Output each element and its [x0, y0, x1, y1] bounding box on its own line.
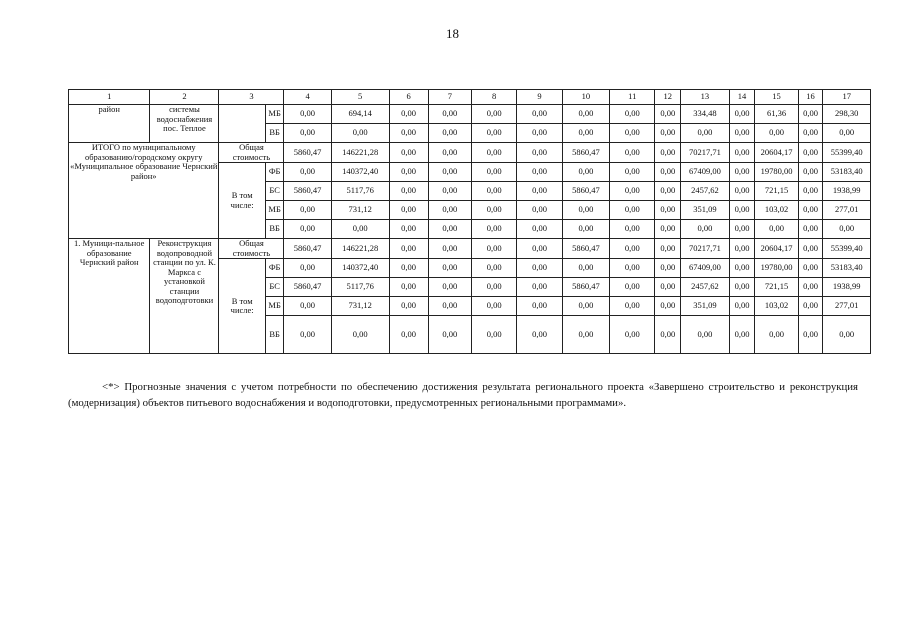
value-cell: 0,00 [610, 163, 655, 182]
value-cell: 5117,76 [331, 278, 389, 297]
value-cell: 0,00 [655, 316, 681, 354]
value-cell: 0,00 [729, 163, 755, 182]
sub-label-cell: В том числе: [219, 259, 265, 354]
header-cell: 16 [798, 90, 823, 105]
header-cell: 10 [562, 90, 609, 105]
value-cell: 0,00 [471, 297, 516, 316]
value-cell: 0,00 [517, 278, 562, 297]
value-cell: 0,00 [823, 124, 871, 143]
value-cell: 0,00 [562, 316, 609, 354]
value-cell: 0,00 [517, 105, 562, 124]
value-cell: 0,00 [729, 201, 755, 220]
value-cell: 0,00 [755, 316, 798, 354]
value-cell: 0,00 [428, 124, 471, 143]
value-cell: 0,00 [284, 163, 331, 182]
value-cell: 55399,40 [823, 239, 871, 259]
budget-type-cell: ВБ [265, 124, 284, 143]
value-cell: 0,00 [610, 220, 655, 239]
value-cell: 277,01 [823, 297, 871, 316]
value-cell: 146221,28 [331, 143, 389, 163]
value-cell: 0,00 [655, 143, 681, 163]
value-cell: 0,00 [389, 278, 428, 297]
value-cell: 0,00 [471, 239, 516, 259]
value-cell: 0,00 [655, 259, 681, 278]
value-cell: 0,00 [517, 124, 562, 143]
value-cell: 0,00 [517, 163, 562, 182]
value-cell: 0,00 [517, 143, 562, 163]
value-cell: 0,00 [798, 239, 823, 259]
value-cell: 146221,28 [331, 239, 389, 259]
value-cell: 0,00 [471, 259, 516, 278]
value-cell: 0,00 [471, 182, 516, 201]
value-cell: 0,00 [331, 124, 389, 143]
value-cell: 19780,00 [755, 163, 798, 182]
value-cell: 0,00 [755, 124, 798, 143]
value-cell: 0,00 [389, 239, 428, 259]
value-cell: 0,00 [562, 297, 609, 316]
value-cell: 334,48 [681, 105, 729, 124]
value-cell: 298,30 [823, 105, 871, 124]
financing-table [68, 89, 871, 354]
value-cell: 0,00 [517, 220, 562, 239]
value-cell: 0,00 [655, 201, 681, 220]
value-cell: 5860,47 [284, 278, 331, 297]
value-cell: 731,12 [331, 201, 389, 220]
value-cell: 0,00 [681, 220, 729, 239]
value-cell: 0,00 [655, 163, 681, 182]
value-cell: 0,00 [562, 124, 609, 143]
value-cell: 0,00 [798, 163, 823, 182]
value-cell: 0,00 [428, 201, 471, 220]
value-cell: 5860,47 [562, 278, 609, 297]
value-cell: 0,00 [428, 259, 471, 278]
value-cell: 19780,00 [755, 259, 798, 278]
value-cell: 0,00 [284, 220, 331, 239]
value-cell: 0,00 [729, 239, 755, 259]
value-cell: 140372,40 [331, 163, 389, 182]
value-cell: 1938,99 [823, 182, 871, 201]
value-cell: 0,00 [428, 297, 471, 316]
value-cell: 351,09 [681, 297, 729, 316]
value-cell: 0,00 [610, 278, 655, 297]
value-cell: 0,00 [798, 124, 823, 143]
value-cell: 0,00 [471, 316, 516, 354]
footnote: <*> Прогнозные значения с учетом потребности по обеспечению достижения результата регионального проекта «Завершено строительство и реконструкция (модернизация) объектов питьевого водоснабжения и водоподготовки, предусмотренных региональными программами». [68, 381, 858, 409]
value-cell: 0,00 [389, 259, 428, 278]
value-cell: 0,00 [655, 124, 681, 143]
value-cell: 103,02 [755, 297, 798, 316]
object-cell: системы водоснабжения пос. Теплое [150, 105, 219, 143]
value-cell: 0,00 [389, 297, 428, 316]
total-title-cell: ИТОГО по муниципальному образованию/городскому округу «Муниципальное образование Чернский район» [69, 143, 219, 239]
value-cell: 0,00 [517, 239, 562, 259]
value-cell: 0,00 [798, 220, 823, 239]
total-label-cell: Общая стоимость [219, 143, 284, 163]
value-cell: 2457,62 [681, 278, 729, 297]
value-cell: 0,00 [389, 182, 428, 201]
object-cell: Реконструкция водопроводной станции по ул. К. Маркса с установкой станции водоподготовки [150, 239, 219, 354]
value-cell: 61,36 [755, 105, 798, 124]
value-cell: 0,00 [471, 124, 516, 143]
header-cell: 1 [69, 90, 150, 105]
value-cell: 0,00 [284, 201, 331, 220]
value-cell: 0,00 [471, 143, 516, 163]
budget-type-cell: ВБ [265, 220, 284, 239]
value-cell: 0,00 [729, 143, 755, 163]
value-cell: 0,00 [798, 182, 823, 201]
budget-type-cell: БС [265, 278, 284, 297]
total-label-cell: Общая стоимость [219, 239, 284, 259]
value-cell: 20604,17 [755, 143, 798, 163]
value-cell: 0,00 [562, 163, 609, 182]
value-cell: 53183,40 [823, 163, 871, 182]
value-cell: 55399,40 [823, 143, 871, 163]
value-cell: 0,00 [729, 316, 755, 354]
value-cell: 67409,00 [681, 163, 729, 182]
value-cell: 70217,71 [681, 239, 729, 259]
header-cell: 15 [755, 90, 798, 105]
value-cell: 0,00 [284, 124, 331, 143]
value-cell: 0,00 [681, 124, 729, 143]
value-cell: 0,00 [517, 316, 562, 354]
value-cell: 721,15 [755, 278, 798, 297]
value-cell: 721,15 [755, 182, 798, 201]
value-cell: 0,00 [610, 182, 655, 201]
value-cell: 0,00 [610, 124, 655, 143]
header-cell: 7 [428, 90, 471, 105]
value-cell: 0,00 [562, 259, 609, 278]
header-cell: 4 [284, 90, 331, 105]
value-cell: 0,00 [471, 220, 516, 239]
value-cell: 0,00 [655, 239, 681, 259]
value-cell: 0,00 [428, 143, 471, 163]
sub-label-cell: В том числе: [219, 163, 265, 239]
value-cell: 103,02 [755, 201, 798, 220]
empty-cell [219, 105, 265, 143]
value-cell: 0,00 [331, 220, 389, 239]
value-cell: 0,00 [331, 316, 389, 354]
value-cell: 0,00 [562, 105, 609, 124]
value-cell: 0,00 [729, 105, 755, 124]
value-cell: 0,00 [428, 105, 471, 124]
budget-type-cell: ВБ [265, 316, 284, 354]
value-cell: 0,00 [755, 220, 798, 239]
header-cell: 12 [655, 90, 681, 105]
value-cell: 5860,47 [562, 182, 609, 201]
value-cell: 0,00 [729, 182, 755, 201]
value-cell: 5860,47 [562, 143, 609, 163]
table-row [69, 105, 871, 124]
value-cell: 0,00 [389, 105, 428, 124]
value-cell: 5860,47 [562, 239, 609, 259]
value-cell: 0,00 [284, 105, 331, 124]
value-cell: 0,00 [610, 316, 655, 354]
budget-type-cell: БС [265, 182, 284, 201]
value-cell: 0,00 [610, 239, 655, 259]
header-cell: 11 [610, 90, 655, 105]
value-cell: 5860,47 [284, 182, 331, 201]
value-cell: 0,00 [389, 201, 428, 220]
value-cell: 0,00 [389, 220, 428, 239]
value-cell: 0,00 [562, 201, 609, 220]
value-cell: 0,00 [655, 297, 681, 316]
value-cell: 0,00 [389, 124, 428, 143]
value-cell: 70217,71 [681, 143, 729, 163]
value-cell: 0,00 [428, 239, 471, 259]
budget-type-cell: ФБ [265, 259, 284, 278]
value-cell: 0,00 [517, 259, 562, 278]
header-cell: 17 [823, 90, 871, 105]
value-cell: 0,00 [798, 201, 823, 220]
budget-type-cell: МБ [265, 105, 284, 124]
header-cell: 5 [331, 90, 389, 105]
value-cell: 0,00 [389, 143, 428, 163]
header-cell: 9 [517, 90, 562, 105]
value-cell: 731,12 [331, 297, 389, 316]
value-cell: 0,00 [798, 143, 823, 163]
value-cell: 0,00 [610, 143, 655, 163]
value-cell: 0,00 [823, 316, 871, 354]
value-cell: 0,00 [798, 105, 823, 124]
value-cell: 0,00 [729, 278, 755, 297]
value-cell: 2457,62 [681, 182, 729, 201]
header-cell: 13 [681, 90, 729, 105]
value-cell: 140372,40 [331, 259, 389, 278]
value-cell: 0,00 [517, 182, 562, 201]
value-cell: 5860,47 [284, 143, 331, 163]
value-cell: 0,00 [389, 316, 428, 354]
value-cell: 0,00 [610, 297, 655, 316]
value-cell: 0,00 [562, 220, 609, 239]
table-row [69, 143, 871, 163]
value-cell: 0,00 [428, 278, 471, 297]
value-cell: 0,00 [655, 105, 681, 124]
value-cell: 5860,47 [284, 239, 331, 259]
district-cell: район [69, 105, 150, 143]
value-cell: 351,09 [681, 201, 729, 220]
value-cell: 0,00 [471, 278, 516, 297]
value-cell: 694,14 [331, 105, 389, 124]
value-cell: 0,00 [729, 124, 755, 143]
header-cell: 3 [219, 90, 284, 105]
value-cell: 0,00 [681, 316, 729, 354]
value-cell: 5117,76 [331, 182, 389, 201]
value-cell: 0,00 [655, 278, 681, 297]
value-cell: 0,00 [655, 182, 681, 201]
budget-type-cell: МБ [265, 201, 284, 220]
value-cell: 0,00 [610, 259, 655, 278]
value-cell: 0,00 [428, 316, 471, 354]
value-cell: 53183,40 [823, 259, 871, 278]
value-cell: 20604,17 [755, 239, 798, 259]
value-cell: 0,00 [729, 259, 755, 278]
value-cell: 0,00 [284, 316, 331, 354]
header-cell: 2 [150, 90, 219, 105]
value-cell: 1938,99 [823, 278, 871, 297]
value-cell: 0,00 [798, 297, 823, 316]
municipality-cell: 1. Муници-пальное образование Чернский район [69, 239, 150, 354]
value-cell: 0,00 [823, 220, 871, 239]
value-cell: 0,00 [471, 163, 516, 182]
table-row [69, 239, 871, 259]
value-cell: 0,00 [428, 220, 471, 239]
value-cell: 0,00 [284, 297, 331, 316]
header-cell: 14 [729, 90, 755, 105]
value-cell: 0,00 [729, 297, 755, 316]
value-cell: 0,00 [798, 259, 823, 278]
value-cell: 0,00 [284, 259, 331, 278]
value-cell: 67409,00 [681, 259, 729, 278]
value-cell: 0,00 [798, 316, 823, 354]
value-cell: 277,01 [823, 201, 871, 220]
value-cell: 0,00 [610, 201, 655, 220]
value-cell: 0,00 [471, 105, 516, 124]
header-cell: 8 [471, 90, 516, 105]
value-cell: 0,00 [517, 201, 562, 220]
value-cell: 0,00 [610, 105, 655, 124]
value-cell: 0,00 [517, 297, 562, 316]
budget-type-cell: ФБ [265, 163, 284, 182]
value-cell: 0,00 [471, 201, 516, 220]
value-cell: 0,00 [655, 220, 681, 239]
page-number: 18 [446, 26, 459, 41]
header-cell: 6 [389, 90, 428, 105]
value-cell: 0,00 [428, 182, 471, 201]
value-cell: 0,00 [428, 163, 471, 182]
value-cell: 0,00 [389, 163, 428, 182]
budget-type-cell: МБ [265, 297, 284, 316]
value-cell: 0,00 [729, 220, 755, 239]
value-cell: 0,00 [798, 278, 823, 297]
header-row [69, 90, 871, 105]
